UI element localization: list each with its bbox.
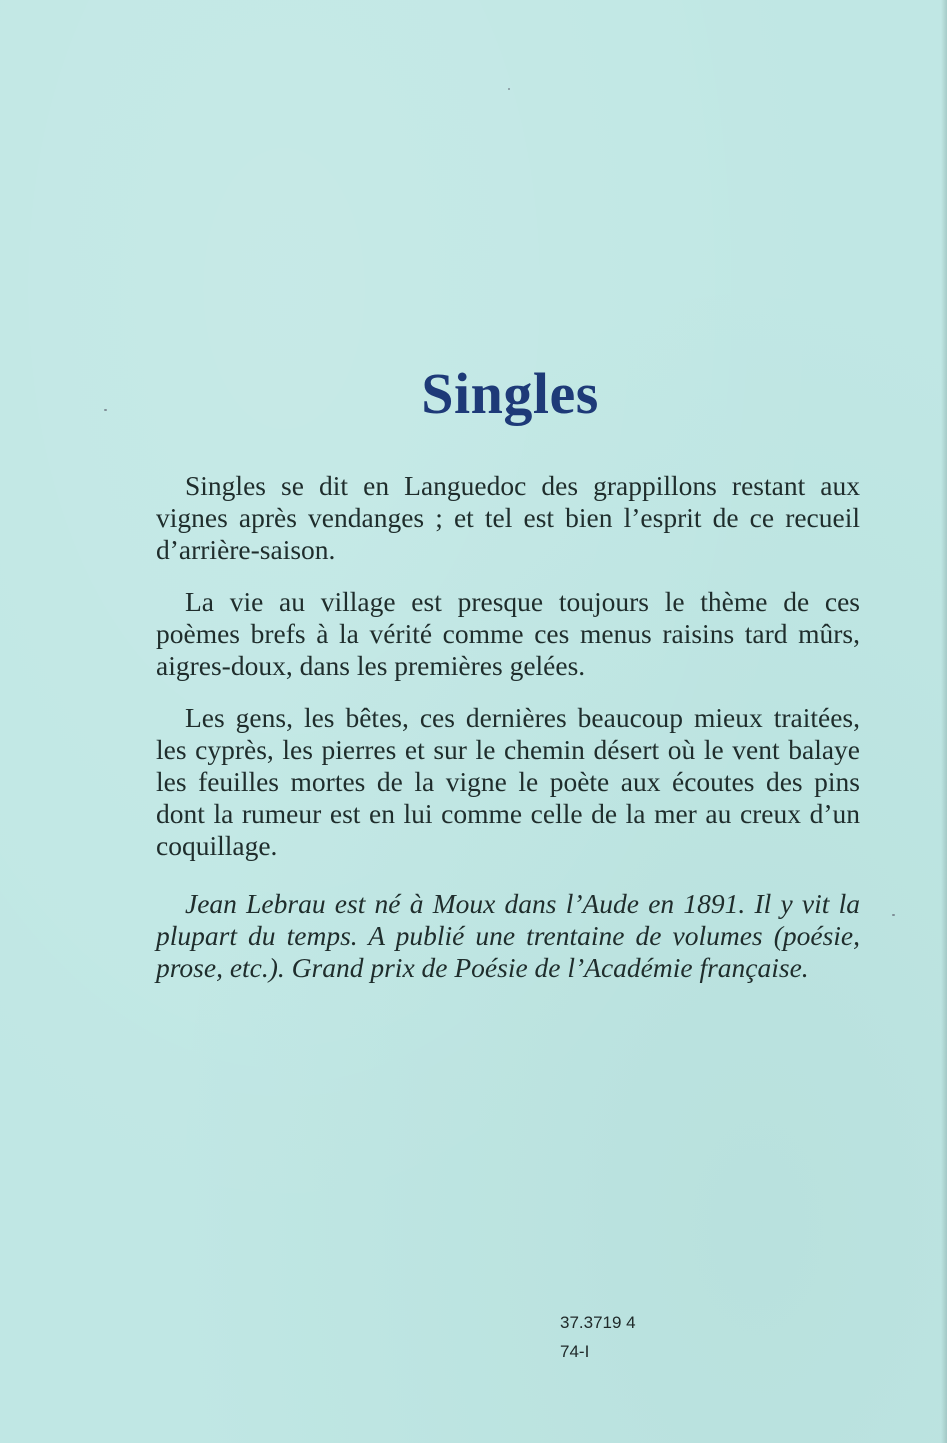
blurb-paragraph-2: La vie au village est presque toujours le thème de ces poèmes brefs à la vérité comme ces menus raisins tard mûrs, aigres-doux, dans les premières gelées. xyxy=(156,586,860,681)
blurb-paragraph-1: Singles se dit en Languedoc des grappillons restant aux vignes après vendanges ; et tel est bien l’esprit de ce recueil d’arrière-saison. xyxy=(156,470,860,565)
book-title: Singles xyxy=(421,361,599,426)
page-edge-shadow xyxy=(941,0,947,1443)
catalog-code-1: 37.3719 4 xyxy=(560,1313,636,1332)
catalog-code-2: 74-I xyxy=(560,1342,590,1361)
paper-speck xyxy=(892,914,895,916)
blurb-paragraph-3: Les gens, les bêtes, ces dernières beaucoup mieux traitées, les cyprès, les pierres et sur le chemin désert où le vent balaye les feuilles mortes de la vigne le poète aux écoutes des pins dont la rumeur est en lui comme celle de la mer au creux d’un coquillage. xyxy=(156,702,860,861)
blurb xyxy=(156,470,860,1004)
author-bio: Jean Lebrau est né à Moux dans l’Aude en 1891. Il y vit la plupart du temps. A publié une trentaine de volumes (poésie, prose, etc.). Grand prix de Poésie de l’Académie française. xyxy=(156,888,860,983)
paper-speck xyxy=(508,88,510,90)
catalog-codes xyxy=(560,1308,636,1366)
